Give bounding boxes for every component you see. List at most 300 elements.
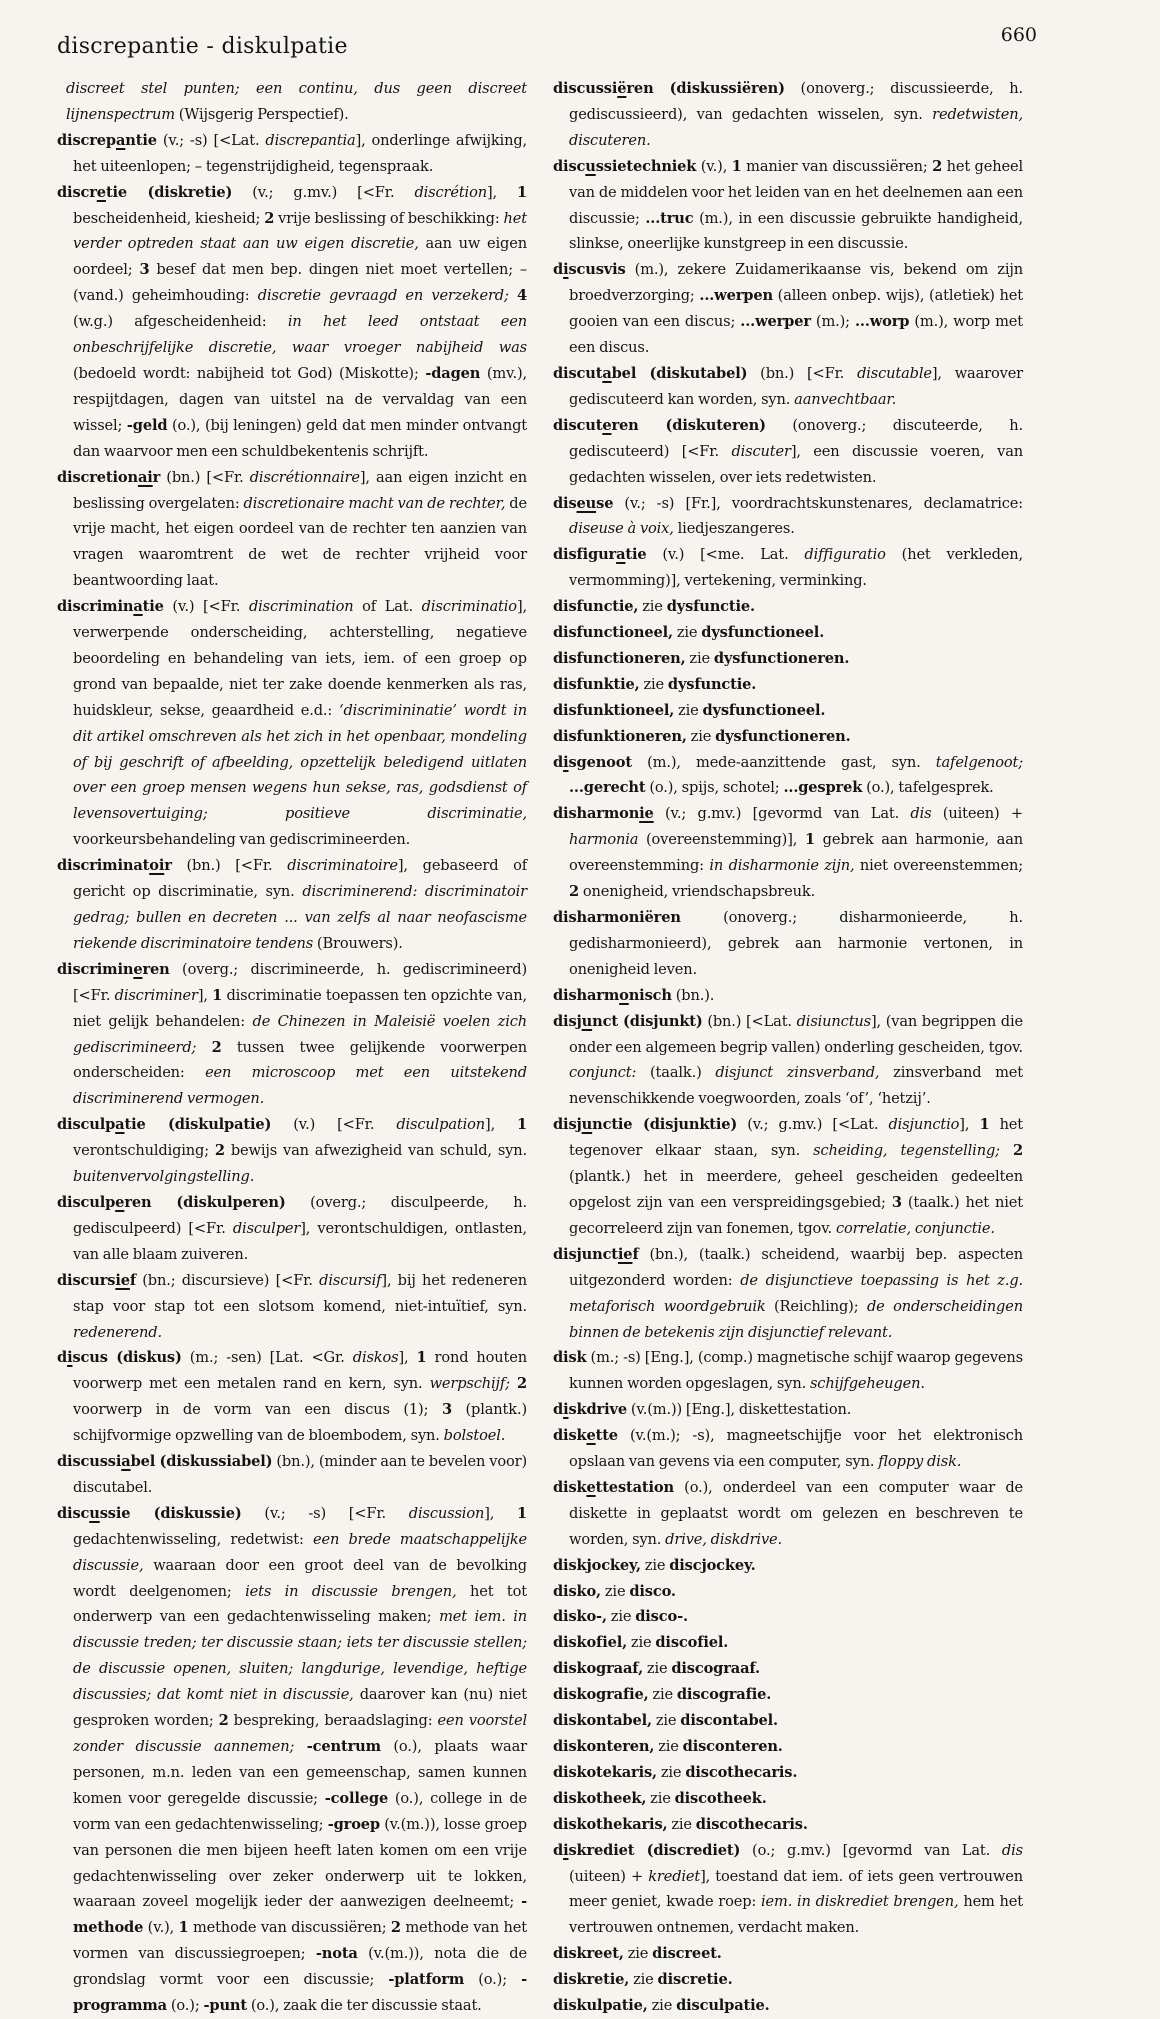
text-run: methode van het vormen van discussiegroepen; (73, 1919, 527, 1963)
text-run: scus (diskus) (72, 1349, 182, 1367)
text-run: een voorstel zonder discussie aannemen; (73, 1712, 527, 1755)
text-run: 1 (804, 831, 815, 849)
text-run: diskjockey, (553, 1556, 641, 1574)
text-run: discrétion (414, 183, 487, 201)
text-run: ttestation (595, 1478, 674, 1496)
dictionary-entry (553, 698, 1023, 724)
text-run: ...worp (854, 313, 910, 331)
text-run: d (553, 1401, 564, 1419)
text-run: ], een discussie voeren, van gedachten wisselen, over iets redetwisten. (569, 442, 1023, 486)
text-run: (o.), college in de vorm van een gedachtenwisseling; (73, 1789, 528, 1833)
text-run: (m.; -s) [Eng.], (comp.) magnetische schijf waarop gegevens kunnen worden opgeslagen, syn. (569, 1349, 1023, 1393)
text-run: u (585, 157, 596, 175)
text-run: (o.); (166, 1997, 204, 2015)
text-run: f (129, 1271, 136, 1289)
text-run: tie (142, 598, 164, 616)
text-run: a (121, 1453, 131, 1471)
text-run: (v.) [<Fr. (271, 1116, 397, 1134)
dictionary-entry (553, 1967, 1023, 1993)
text-run: eu (576, 494, 597, 512)
text-run: diskofiel, (553, 1634, 628, 1652)
text-run: ], gebaseerd of gericht op discriminatie, syn. (73, 857, 527, 901)
dictionary-entry (553, 1423, 1023, 1475)
text-run: (uiteen) + (569, 1867, 649, 1885)
text-run: zie (629, 1971, 658, 1989)
dictionary-entry (57, 853, 527, 957)
text-run: diseuse à voix, (569, 520, 674, 538)
text-run: ], bij het redeneren stap voor stap tot een slotsom komend, niet-intuïtief, syn. (73, 1271, 527, 1315)
text-run: voorwerp in de vorm van een discus (1); (73, 1401, 442, 1419)
text-run: (v.; g.mv.) [gevormd van Lat. (653, 805, 911, 823)
text-run: of Lat. (353, 598, 422, 616)
text-run: (o.), (bij leningen) geld dat men minder ontvangt dan waarvoor men een schuldbekentenis schrijft. (73, 416, 527, 460)
text-run: disc (57, 1504, 90, 1522)
text-run: iem. in diskrediet brengen, (761, 1893, 959, 1911)
dictionary-entry (553, 1397, 1023, 1423)
text-run: dysfunctioneren. (713, 649, 850, 667)
text-run: scheiding, tegenstelling; (813, 1142, 1013, 1160)
text-run: ], (197, 986, 213, 1004)
text-run: (v.(m.); -s), magneetschijfje voor het elektronisch opslaan van gevens via een computer, syn. (569, 1427, 1023, 1471)
text-run: nctie (disjunktie) (592, 1116, 738, 1134)
text-run: (v.), (143, 1919, 179, 1937)
text-run: discrimination (248, 598, 354, 616)
text-run: de vrije macht, het eigen oordeel van de rechter ten aanzien van vragen waaromtrent de wet de rechter vrijheid voor beantwoording laat. (73, 494, 527, 590)
left-column (57, 76, 527, 2019)
guide-words: discrepantie - diskulpatie (57, 34, 348, 59)
text-run: (onoverg.; disharmonieerde, h. gedisharmonieerd), gebrek aan harmonie vertonen, in onenigheid leven. (569, 909, 1023, 978)
dictionary-entry (553, 542, 1023, 594)
text-run: zie (686, 727, 716, 745)
text-run: discriminat (57, 857, 150, 875)
text-run: disconteren. (682, 1738, 783, 1755)
text-run: (het verkleden, vermomming)], vertekening, verminking. (569, 546, 1023, 590)
right-column (553, 76, 1023, 2019)
dictionary-entry (553, 801, 1023, 905)
text-run: discrétionnaire (249, 468, 360, 486)
text-run: disjunct zinsverband, (715, 1064, 880, 1082)
text-run: diskografie, (553, 1686, 649, 1704)
text-run: a (602, 364, 612, 382)
text-run: (o.), onderdeel van een computer waar de diskette in geplaatst wordt om gelezen en beschreven te worden, syn. (569, 1478, 1023, 1548)
text-run: zie (638, 598, 667, 616)
text-run: (bedoeld wordt: nabijheid tot God) (Miskotte); (73, 364, 426, 382)
dictionary-entry (553, 750, 1023, 802)
text-run: zie (656, 1763, 686, 1781)
text-run: (plantk.) schijfvormige opzwelling van de bloembodem, syn. (73, 1401, 528, 1445)
text-run: diskotekaris, (553, 1763, 657, 1781)
text-run: i (563, 1841, 569, 1859)
dictionary-entry (553, 1941, 1023, 1967)
text-run: aan uw eigen oordeel; (73, 235, 527, 279)
text-run: ...werpen (699, 287, 773, 305)
text-run: (taalk.) (636, 1064, 716, 1082)
text-run: (m.); (810, 313, 855, 331)
text-run: discuter (731, 442, 791, 460)
text-run: disj (553, 1012, 582, 1030)
dictionary-entry (57, 180, 527, 465)
text-run: daarover kan (nu) niet gesproken worden; (73, 1686, 527, 1730)
text-run: zie (685, 649, 714, 667)
text-run: discograaf. (671, 1660, 760, 1678)
text-run: (uiteen) + (931, 805, 1024, 823)
dictionary-entry (57, 1501, 527, 2019)
text-run: ë (617, 80, 627, 97)
text-run: disfigur (553, 546, 617, 564)
text-run: (mv.), respijtdagen, dagen van uitstel na de vervaldag van een wissel; (73, 364, 527, 434)
text-run: (bn.) [<Fr. (160, 468, 250, 486)
text-run: discriminerend: discriminatoir gedrag; bullen en decreten ... van zelfs al naar neofascisme riekende discriminatoire tendens (73, 883, 527, 952)
text-run: discjockey. (669, 1556, 756, 1574)
text-run: discrimin (57, 960, 134, 978)
text-run: disk (553, 1478, 587, 1496)
text-columns (57, 76, 1023, 2019)
text-run: zie (654, 1738, 683, 1755)
text-run: schijfgeheugen. (809, 1375, 925, 1393)
text-run: (v.; g.mv.) [<Fr. (232, 183, 415, 201)
text-run: tie (diskulpatie) (124, 1116, 272, 1134)
text-run: besef dat men bep. dingen niet moet vertellen; – (vand.) geheimhouding: (73, 261, 528, 305)
text-run: ], toestand dat iem. of iets geen vertrouwen meer geniet, kwade roep: (569, 1867, 1024, 1911)
text-run: 2 (218, 1712, 229, 1730)
text-run: disiunctus (796, 1012, 871, 1030)
text-run: tte (595, 1427, 618, 1445)
text-run: discografie. (676, 1686, 772, 1704)
text-run: -centrum (306, 1738, 381, 1755)
text-run: 3 (891, 1193, 902, 1211)
text-run: (m.), mede-aanzittende gast, syn. (631, 753, 936, 771)
dictionary-entry (553, 1242, 1023, 1346)
text-run: e (602, 416, 612, 434)
text-run: dysfunctioneel. (701, 624, 825, 642)
text-run: conjunct: (569, 1064, 637, 1082)
text-run: disk (553, 1427, 587, 1445)
text-run: (o.), spijs, schotel; (645, 779, 784, 797)
text-run: disco. (629, 1582, 676, 1600)
text-run: discretie gevraagd en verzekerd; (257, 287, 517, 305)
text-run: 2 (390, 1919, 401, 1937)
text-run: discut (553, 364, 603, 382)
text-run: diskontabel, (553, 1712, 652, 1730)
text-run: (onoverg.; discuteerde, h. gediscuteerd) [<Fr. (569, 416, 1023, 460)
dictionary-entry (553, 1838, 1023, 1942)
text-run: ren (diskulperen) (124, 1193, 286, 1211)
text-run: 1 (517, 183, 528, 201)
dictionary-entry (553, 1630, 1023, 1656)
text-run: bewijs van afwezigheid van schuld, syn. (224, 1142, 527, 1160)
text-run: aanvechtbaar. (794, 390, 897, 408)
text-run: rond houten voorwerp met een metalen rand en kern, syn. (73, 1349, 527, 1393)
dictionary-entry (553, 1786, 1023, 1812)
text-run: discreet stel punten; een continu, dus geen discreet lijnenspectrum (66, 80, 527, 123)
dictionary-entry (553, 491, 1023, 543)
text-run: werpschijf; (429, 1375, 517, 1393)
text-run: discriminatie toepassen ten opzichte van, niet gelijk behandelen: (73, 986, 528, 1030)
dictionary-entry (57, 957, 527, 1112)
text-run: ren (142, 960, 170, 978)
text-run: bespreking, beraadslaging: (228, 1712, 438, 1730)
text-run: disfunktioneel, (553, 701, 675, 719)
dictionary-entry (553, 724, 1023, 750)
text-run: discriminer (114, 986, 198, 1004)
dictionary-entry (553, 257, 1023, 361)
text-run: zie (606, 1608, 636, 1626)
text-run: discothecaris. (695, 1815, 808, 1833)
text-run: disj (553, 1116, 582, 1134)
text-run: ie (115, 1271, 130, 1289)
text-run: ssietechniek (595, 157, 697, 175)
text-run: disharmon (553, 805, 640, 823)
text-run: (alleen onbep. wijs), (atletiek) het gooien van een discus; (569, 287, 1023, 331)
text-run: een microscoop met een uitstekend discriminerend vermogen. (73, 1064, 527, 1108)
text-run: bel (diskutabel) (611, 364, 748, 382)
text-run: 2 (211, 1038, 222, 1056)
text-run: ...gerecht (569, 779, 646, 797)
text-run: disfunctie, (553, 598, 639, 616)
text-run: gebrek aan harmonie, aan overeenstemming: (569, 831, 1023, 875)
text-run: -dagen (425, 364, 481, 382)
text-run: zie (623, 1945, 653, 1963)
text-run: het geheel van de middelen voor het leiden van en het deelnemen aan een discussie; (569, 157, 1023, 227)
text-run: dysfunctie. (666, 598, 755, 616)
dictionary-entry (57, 1268, 527, 1346)
text-run: (m.), zekere Zuidamerikaanse vis, bekend om zijn broedverzorging; (569, 261, 1023, 305)
text-run: drive, diskdrive. (665, 1530, 783, 1548)
text-run: 1 (416, 1349, 427, 1367)
text-run: ], (van begrippen die onder een algemeen begrip vallen) onderling gescheiden, tgov. (569, 1012, 1024, 1056)
text-run: (m.), worp met een discus. (569, 313, 1023, 357)
text-run: i (563, 261, 569, 279)
text-run: redetwisten, discuteren. (569, 105, 1023, 149)
text-run: i (563, 1401, 569, 1419)
dictionary-entry (553, 1708, 1023, 1734)
text-run: disko, (553, 1582, 601, 1600)
text-run: niet overeenstemmen; (854, 857, 1023, 875)
text-run: diskonteren, (553, 1738, 655, 1755)
text-run: disculp (57, 1116, 116, 1134)
text-run: -nota (315, 1945, 358, 1963)
text-run: 3 (441, 1401, 452, 1419)
text-run: discretie. (657, 1971, 733, 1989)
text-run: het verder optreden staat aan uw eigen discretie, (73, 209, 527, 253)
text-run: (v.; -s) [<Fr. (241, 1504, 409, 1522)
text-run: i (67, 1349, 73, 1367)
page (57, 0, 1037, 2019)
dictionary-entry (553, 594, 1023, 620)
text-run: a (115, 131, 126, 149)
dictionary-entry (553, 1656, 1023, 1682)
text-run: correlatie, conjunctie. (835, 1219, 995, 1237)
text-run: ie (639, 805, 654, 823)
text-run: (taalk.) het niet gecorreleerd zijn van fonemen, tgov. (569, 1193, 1023, 1237)
text-run: discussi (553, 80, 618, 97)
text-run: ntie (125, 131, 157, 149)
text-run: (overg.; disculpeerde, h. gedisculpeerd) [<Fr. (73, 1193, 527, 1237)
text-run: 2 (214, 1142, 225, 1160)
text-run: discriminatoire (287, 857, 398, 875)
text-run: 4 (516, 287, 527, 305)
text-run: discursif (319, 1271, 382, 1289)
text-run: zie (674, 701, 703, 719)
text-run: (overg.; discrimineerde, h. gediscrimineerd) [<Fr. (73, 960, 527, 1004)
text-run: diskothekaris, (553, 1815, 668, 1833)
text-run: 3 (139, 261, 150, 279)
text-run: -programma (73, 1971, 527, 2015)
text-run: zie (647, 1997, 677, 2015)
text-run: (bn.) [<Lat. (702, 1012, 797, 1030)
text-run: ], (959, 1116, 980, 1134)
text-run: nct (disjunkt) (592, 1012, 703, 1030)
text-run: 2 (516, 1375, 527, 1393)
text-run: -groep (327, 1815, 380, 1833)
text-run: discreet. (652, 1945, 722, 1963)
text-run: d (553, 753, 564, 771)
text-run: zie (646, 1789, 675, 1807)
text-run: scusvis (568, 261, 626, 279)
text-run: zie (672, 624, 702, 642)
text-run: disfunktie, (553, 675, 640, 693)
dictionary-entry (553, 1009, 1023, 1113)
text-run: iets in discussie brengen, (245, 1582, 457, 1600)
text-run: ssie (diskussie) (99, 1504, 242, 1522)
dictionary-entry (553, 1993, 1023, 2019)
dictionary-entry (553, 1112, 1023, 1242)
text-run: krediet (648, 1867, 701, 1885)
text-run: (v.) [<me. Lat. (646, 546, 805, 564)
text-run: zie (667, 1815, 696, 1833)
text-run: discriminatio (421, 598, 517, 616)
text-run: vrije beslissing of beschikking: (274, 209, 504, 227)
text-run: e (586, 1427, 596, 1445)
text-run: disc (553, 157, 586, 175)
text-run: (m.), in een discussie gebruikte handigheid, slinkse, oneerlijke kunstgreep in een discussie. (569, 209, 1023, 253)
text-run: e (115, 1193, 125, 1211)
text-run: 1 (516, 1504, 527, 1522)
text-run: discofiel. (655, 1634, 729, 1652)
text-run: ], verwerpende onderscheiding, achterstelling, negatieve beoordeling en behandeling van iets, iem. of een groep op grond van bepaalde, niet ter zake doende kenmerken als ras, huidskleur, sekse, geaardheid e.d.: (73, 598, 527, 719)
text-run: 1 (979, 1116, 990, 1134)
text-run: 1 (212, 986, 223, 1004)
text-run: onenigheid, vriendschapsbreuk. (579, 883, 816, 901)
text-run: u (89, 1504, 100, 1522)
text-run: in disharmonie zijn, (709, 857, 855, 875)
text-run: ], (486, 183, 517, 201)
text-run: (bn.; discursieve) [<Fr. (136, 1271, 320, 1289)
text-run: ai (137, 468, 153, 486)
text-run: e (586, 1478, 596, 1496)
text-run: floppy disk. (878, 1453, 962, 1471)
text-run: (v.) [<Fr. (163, 598, 249, 616)
text-run: 2 (264, 209, 275, 227)
text-run: disculpatie. (676, 1997, 770, 2015)
dictionary-entry (553, 1579, 1023, 1605)
text-run: (bn.), (minder aan te bevelen voor) discutabel. (73, 1453, 527, 1496)
text-run: gedachtenwisseling, redetwist: (73, 1530, 313, 1548)
page-number: 660 (1000, 24, 1037, 46)
dictionary-entry (553, 620, 1023, 646)
text-run: (v.; -s) [<Lat. (156, 131, 266, 149)
text-run: 2 (1012, 1142, 1023, 1160)
text-run: ], onderlinge afwijking, het uiteenlopen; – tegenstrijdigheid, tegenspraak. (73, 131, 527, 175)
dictionary-entry (553, 905, 1023, 983)
text-run: 1 (178, 1919, 189, 1937)
text-run: (o.; g.mv.) [gevormd van Lat. (740, 1841, 1002, 1859)
text-run: disfunctioneren, (553, 649, 686, 667)
text-run: discurs (57, 1271, 116, 1289)
text-run: u (581, 1012, 593, 1030)
text-run: waaraan door een groot deel van de bevolking wordt deelgenomen; (73, 1556, 527, 1600)
text-run: disfunctioneel, (553, 624, 673, 642)
text-run: ], aan eigen inzicht en beslissing overgelaten: (73, 468, 527, 512)
text-run: (Reichling); (765, 1297, 867, 1315)
text-run: skdrive (568, 1401, 627, 1419)
text-run: 2 (932, 157, 943, 175)
text-run: tussen twee gelijkende voorwerpen onderscheiden: (73, 1038, 528, 1082)
dictionary-entry (553, 1345, 1023, 1397)
text-run: disharm (553, 986, 620, 1004)
text-run: tie (625, 546, 647, 564)
text-run: methode van discussiëren; (188, 1919, 391, 1937)
text-run: de disjunctieve toepassing is het z.g. metaforisch woordgebruik (569, 1271, 1023, 1315)
text-run: (bn.) [<Fr. (747, 364, 858, 382)
text-run: discontabel. (680, 1712, 778, 1730)
dictionary-entry (553, 646, 1023, 672)
text-run: discut (553, 416, 603, 434)
text-run: disfunktioneren, (553, 727, 687, 745)
text-run: het tot onderwerp van een gedachtenwisseling maken; (73, 1582, 527, 1626)
text-run: zie (640, 1556, 670, 1574)
text-run: zie (639, 675, 668, 693)
text-run: (v.(m.)) [Eng.], diskettestation. (626, 1401, 852, 1419)
text-run: zie (648, 1686, 677, 1704)
text-run: r (152, 468, 161, 486)
text-run: harmonia (569, 831, 639, 849)
text-run: (Wijsgerig Perspectief). (174, 105, 349, 123)
dictionary-entry (553, 1734, 1023, 1760)
text-run: de onderscheidingen binnen de betekenis zijn disjunctief relevant. (569, 1297, 1023, 1341)
text-run: (o.), tafelgesprek. (862, 779, 994, 797)
text-run: discussion (408, 1504, 485, 1522)
text-run: zie (627, 1634, 656, 1652)
text-run: (v.(m.)), losse groep van personen die men bijeen heeft laten komen om een vrije gedachtenwisseling over zeker onderwerp uit te lokken, waaraan zoveel mogelijk ieder der aanwezigen deelneemt; (73, 1815, 527, 1911)
text-run: ...werper (740, 313, 811, 331)
text-run: (m.; -sen) [Lat. <Gr. (181, 1349, 353, 1367)
text-run: disjunctio (888, 1116, 960, 1134)
text-run: manier van discussiëren; (741, 157, 933, 175)
dictionary-entry (553, 672, 1023, 698)
text-run: a (616, 546, 626, 564)
dictionary-entry (57, 1449, 527, 1501)
text-run: (o.); (464, 1971, 522, 1989)
text-run: (overeenstemming)], (638, 831, 805, 849)
text-run: discr (57, 183, 97, 201)
text-run: discussi (57, 1453, 122, 1471)
text-run: -punt (203, 1997, 247, 2015)
dictionary-entry (553, 76, 1023, 154)
text-run: se (596, 494, 614, 512)
text-run: a (115, 1116, 125, 1134)
text-run: 1 (731, 157, 742, 175)
entry-continuation (57, 76, 527, 128)
text-run: in het leed ontstaat een onbeschrijfelijke discretie, waar vroeger nabijheid was (73, 313, 527, 357)
text-run: voorkeursbehandeling van gediscrimineerden. (73, 831, 411, 849)
text-run: discutable (857, 364, 932, 382)
text-run: (o.), plaats waar personen, m.n. leden van een gemeenschap, samen kunnen komen voor geregelde discussie; (73, 1738, 527, 1807)
dictionary-entry (553, 983, 1023, 1009)
text-run: disculp (57, 1193, 116, 1211)
text-run: ], verontschuldigen, ontlasten, van alle blaam zuiveren. (73, 1219, 527, 1263)
text-run: ...gesprek (783, 779, 863, 797)
